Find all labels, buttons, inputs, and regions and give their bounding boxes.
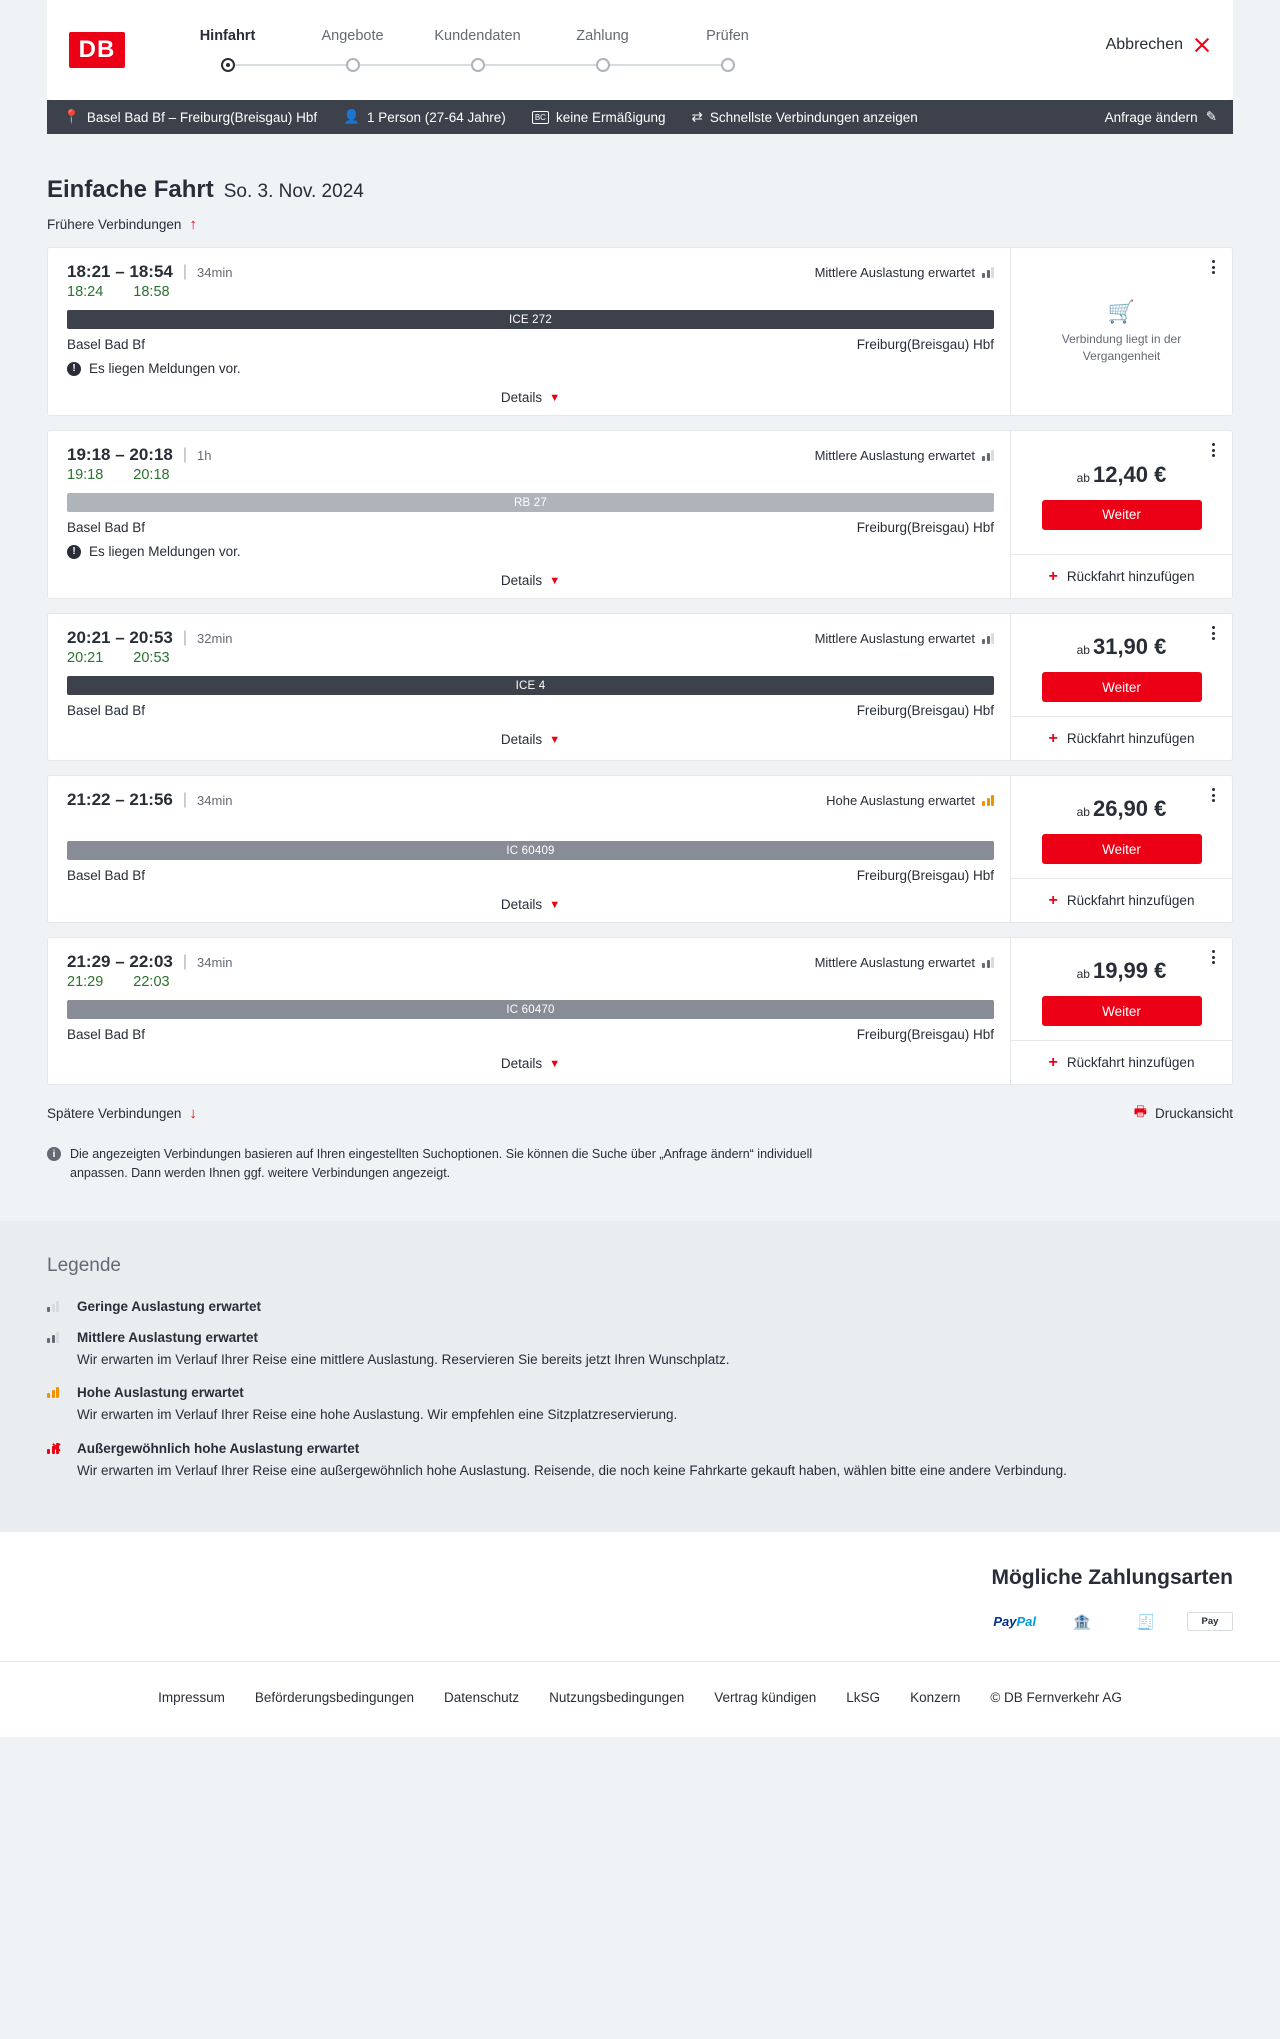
footer-link-nutzungsbedingungen[interactable]: Nutzungsbedingungen xyxy=(549,1690,685,1706)
legend-item xyxy=(47,1385,1233,1425)
price-amount: 26,90 € xyxy=(1092,796,1167,821)
more-options-button[interactable] xyxy=(1204,786,1222,804)
add-return-trip-button[interactable] xyxy=(1011,1040,1232,1084)
page-title-date: So. 3. Nov. 2024 xyxy=(223,181,364,202)
step-prüfen[interactable] xyxy=(665,28,790,72)
price-amount: 12,40 € xyxy=(1092,461,1167,487)
legend-item-head xyxy=(47,1441,1233,1456)
divider: | xyxy=(182,791,188,808)
disruption-message[interactable] xyxy=(67,361,994,376)
actual-departure: 18:24 xyxy=(67,284,104,300)
step-dot-wrap xyxy=(665,58,790,72)
plus-icon: + xyxy=(1048,567,1058,585)
legend-item-head xyxy=(47,1385,1233,1400)
legend-item-desc: Wir erwarten im Verlauf Ihrer Reise eine außergewöhnlich hohe Auslastung. Reisende, die noch keine Fahrkarte gekauft haben, wählen bitte eine andere Verbindung. xyxy=(77,1462,1067,1478)
details-label: Details xyxy=(500,390,543,405)
connection-summary-row xyxy=(67,445,994,465)
warning-icon: ! xyxy=(67,362,81,376)
connection-duration: 34min xyxy=(197,792,233,808)
paypal-icon: Pay Pal xyxy=(988,1612,1041,1631)
continue-button[interactable]: Weiter xyxy=(1042,500,1202,530)
add-return-trip-button[interactable] xyxy=(1011,554,1232,598)
occupancy-label: Hohe Auslastung erwartet xyxy=(826,792,975,808)
step-dot xyxy=(471,58,485,72)
chevron-down-icon: ▼ xyxy=(549,391,561,404)
footer-link-vertrag-k-ndigen[interactable]: Vertrag kündigen xyxy=(714,1690,817,1706)
footer-link-lksg[interactable]: LkSG xyxy=(846,1690,881,1706)
connection-card xyxy=(47,430,1233,599)
step-hinfahrt[interactable] xyxy=(165,28,290,72)
connection-duration: 32min xyxy=(197,630,233,646)
connection-time-range: 21:29 – 22:03 xyxy=(67,952,173,971)
connection-details xyxy=(48,431,1010,598)
details-button[interactable] xyxy=(67,897,994,912)
actual-arrival: 20:18 xyxy=(133,467,170,483)
connection-details xyxy=(48,938,1010,1084)
details-label: Details xyxy=(500,897,543,912)
step-label: Angebote xyxy=(321,28,384,44)
origin-station: Basel Bad Bf xyxy=(67,703,146,718)
direct-debit-icon: 🏦 xyxy=(1059,1612,1105,1631)
legend-item xyxy=(47,1299,1233,1314)
legend-title: Legende xyxy=(47,1254,121,1276)
origin-station: Basel Bad Bf xyxy=(67,1027,146,1042)
legend-item-head xyxy=(47,1299,1233,1314)
actual-departure: 19:18 xyxy=(67,467,104,483)
legend-item-desc: Wir erwarten im Verlauf Ihrer Reise eine mittlere Auslastung. Reservieren Sie bereits jetzt Ihren Wunschplatz. xyxy=(77,1351,730,1367)
origin-station: Basel Bad Bf xyxy=(67,868,146,883)
summary-route-label: Basel Bad Bf – Freiburg(Breisgau) Hbf xyxy=(86,109,318,125)
actual-departure: 21:29 xyxy=(67,974,104,990)
connection-details xyxy=(48,776,1010,922)
disruption-message-label: Es liegen Meldungen vor. xyxy=(89,361,241,376)
more-options-button[interactable] xyxy=(1204,258,1222,276)
occupancy-bars-icon xyxy=(47,1387,64,1398)
cart-crossed-icon: 🛒 xyxy=(1107,299,1136,325)
train-badge: ICE 4 xyxy=(67,676,994,695)
step-dot xyxy=(721,58,735,72)
legend-item-name: Mittlere Auslastung erwartet xyxy=(77,1329,259,1345)
details-button[interactable] xyxy=(67,573,994,588)
summary-passengers[interactable] xyxy=(343,109,506,125)
page-title xyxy=(47,134,1233,204)
divider: | xyxy=(182,263,188,280)
connection-summary-row xyxy=(67,790,994,810)
occupancy-indicator xyxy=(815,448,994,463)
divider: | xyxy=(182,629,188,646)
past-connection-label: Verbindung liegt in der Vergangenheit xyxy=(1061,332,1182,363)
destination-station: Freiburg(Breisgau) Hbf xyxy=(856,1027,994,1042)
connection-time-range: 20:21 – 20:53 xyxy=(67,628,173,647)
connection-stations xyxy=(67,520,994,535)
location-pin-icon: 📍 xyxy=(63,109,80,124)
details-button[interactable] xyxy=(67,732,994,747)
occupancy-label: Mittlere Auslastung erwartet xyxy=(814,630,975,646)
price-prefix: ab xyxy=(1076,805,1090,819)
warning-icon: ! xyxy=(67,545,81,559)
later-connections-button[interactable] xyxy=(47,1105,197,1122)
connection-actual-times xyxy=(67,650,994,666)
summary-fastest-label: Schnellste Verbindungen anzeigen xyxy=(709,109,918,125)
app-header xyxy=(47,0,1233,100)
actual-arrival: 22:03 xyxy=(133,974,170,990)
person-icon: 👤 xyxy=(343,109,360,124)
continue-button[interactable]: Weiter xyxy=(1042,834,1202,864)
info-icon: i xyxy=(47,1147,61,1161)
occupancy-label: Mittlere Auslastung erwartet xyxy=(814,954,975,970)
details-label: Details xyxy=(500,573,543,588)
more-options-button[interactable] xyxy=(1204,948,1222,966)
step-dot xyxy=(221,58,235,72)
payment-title: Mögliche Zahlungsarten xyxy=(991,1566,1233,1590)
legend-item-name: Geringe Auslastung erwartet xyxy=(77,1298,262,1314)
footer-link-impressum[interactable]: Impressum xyxy=(158,1690,225,1706)
edit-request-label: Anfrage ändern xyxy=(1104,109,1198,125)
details-button[interactable] xyxy=(67,390,994,405)
connection-time-range: 21:22 – 21:56 xyxy=(67,790,173,809)
main-content xyxy=(0,134,1280,1221)
occupancy-bars-icon xyxy=(47,1301,64,1312)
price-prefix: ab xyxy=(1076,967,1090,981)
chevron-down-icon: ▼ xyxy=(549,898,561,911)
occupancy-indicator xyxy=(815,955,994,970)
destination-station: Freiburg(Breisgau) Hbf xyxy=(856,868,994,883)
actual-arrival: 20:53 xyxy=(133,650,170,666)
footer-link-datenschutz[interactable]: Datenschutz xyxy=(444,1690,520,1706)
details-label: Details xyxy=(500,1056,543,1071)
continue-button[interactable]: Weiter xyxy=(1042,996,1202,1026)
search-hint xyxy=(47,1145,837,1183)
occupancy-indicator xyxy=(815,631,994,646)
train-badge: ICE 272 xyxy=(67,310,994,329)
arrow-down-icon: ↓ xyxy=(189,1104,197,1122)
apple-pay-icon: Pay xyxy=(1187,1612,1233,1631)
printer-icon: 🖶 xyxy=(1133,1103,1147,1119)
connection-card xyxy=(47,247,1233,416)
step-zahlung[interactable] xyxy=(540,28,665,72)
invoice-icon: 🧾 xyxy=(1123,1612,1169,1631)
connection-summary-row xyxy=(67,952,994,972)
occupancy-bars-icon xyxy=(47,1443,64,1454)
footer-link-list xyxy=(158,1690,960,1705)
add-return-trip-button[interactable] xyxy=(1011,878,1232,922)
connection-stations xyxy=(67,1027,994,1042)
db-logo: DB xyxy=(69,32,125,68)
connection-duration: 1h xyxy=(197,447,212,463)
plus-icon: + xyxy=(1048,1053,1058,1071)
connection-actual-times xyxy=(67,467,994,483)
connection-summary-row xyxy=(67,262,994,282)
print-view-label: Druckansicht xyxy=(1154,1105,1233,1121)
step-label: Zahlung xyxy=(576,28,629,44)
disruption-message[interactable] xyxy=(67,544,994,559)
legend-list xyxy=(47,1299,1233,1481)
legend-item xyxy=(47,1441,1233,1481)
occupancy-bars-icon xyxy=(982,957,994,968)
later-connections-label: Spätere Verbindungen xyxy=(47,1105,182,1121)
summary-discount[interactable] xyxy=(532,110,666,125)
occupancy-bars-icon xyxy=(982,267,994,278)
step-label: Hinfahrt xyxy=(199,28,256,44)
legend-item-head xyxy=(47,1330,1233,1345)
step-dot-wrap xyxy=(415,58,540,72)
footer-link-bef-rderungsbedingungen[interactable]: Beförderungsbedingungen xyxy=(254,1690,415,1706)
legend-item-name: Hohe Auslastung erwartet xyxy=(77,1385,244,1401)
connection-booking xyxy=(1010,776,1232,922)
step-dot xyxy=(596,58,610,72)
actual-departure: 20:21 xyxy=(67,650,104,666)
cancel-label: Abbrechen xyxy=(1105,36,1183,53)
legend-item-name: Außergewöhnlich hohe Auslastung erwartet xyxy=(77,1440,360,1456)
connection-stations xyxy=(67,703,994,718)
print-view-button[interactable] xyxy=(1134,1101,1233,1125)
step-dot xyxy=(346,58,360,72)
step-dot-wrap xyxy=(540,58,665,72)
add-return-trip-button[interactable] xyxy=(1011,716,1232,760)
connection-card xyxy=(47,775,1233,923)
occupancy-label: Mittlere Auslastung erwartet xyxy=(814,264,975,280)
origin-station: Basel Bad Bf xyxy=(67,337,146,352)
price-area xyxy=(1011,431,1232,554)
train-badge: IC 60470 xyxy=(67,1000,994,1019)
connection-booking xyxy=(1010,614,1232,760)
footer-copyright: © DB Fernverkehr AG xyxy=(990,1690,1122,1706)
price-area xyxy=(1011,938,1232,1040)
search-hint-text: Die angezeigten Verbindungen basieren auf Ihren eingestellten Suchoptionen. Sie können die Suche über „Anfrage ändern“ individuell anpassen. Dann werden Ihnen ggf. weitere Verbindungen angezeigt. xyxy=(70,1147,813,1180)
add-return-trip-label: Rückfahrt hinzufügen xyxy=(1066,1055,1195,1070)
destination-station: Freiburg(Breisgau) Hbf xyxy=(856,703,994,718)
page-title-main: Einfache Fahrt xyxy=(47,176,214,203)
more-options-button[interactable] xyxy=(1204,624,1222,642)
connection-duration: 34min xyxy=(197,954,233,970)
legend-item-desc: Wir erwarten im Verlauf Ihrer Reise eine hohe Auslastung. Wir empfehlen eine Sitzplatzreservierung. xyxy=(77,1407,678,1423)
details-button[interactable] xyxy=(67,1056,994,1071)
occupancy-bars-icon xyxy=(982,795,994,806)
details-label: Details xyxy=(500,732,543,747)
add-return-trip-label: Rückfahrt hinzufügen xyxy=(1066,731,1195,746)
price-prefix: ab xyxy=(1076,643,1090,657)
connection-booking xyxy=(1010,248,1232,415)
connection-summary-row xyxy=(67,628,994,648)
swap-arrows-icon: ⇄ xyxy=(691,109,703,124)
connection-details xyxy=(48,614,1010,760)
divider: | xyxy=(182,953,188,970)
origin-station: Basel Bad Bf xyxy=(67,520,146,535)
list-footer xyxy=(47,1101,1233,1125)
connection-stations xyxy=(67,868,994,883)
plus-icon: + xyxy=(1048,729,1058,747)
connection-time-range: 19:18 – 20:18 xyxy=(67,445,173,464)
earlier-connections-label: Frühere Verbindungen xyxy=(47,217,182,232)
payment-icon-list xyxy=(47,1612,1233,1631)
step-angebote[interactable] xyxy=(290,28,415,72)
checkout-stepper xyxy=(165,28,790,72)
arrow-up-icon: ↑ xyxy=(189,216,197,233)
more-options-button[interactable] xyxy=(1204,441,1222,459)
step-label: Kundendaten xyxy=(434,28,521,44)
add-return-trip-label: Rückfahrt hinzufügen xyxy=(1066,893,1195,908)
price-amount: 31,90 € xyxy=(1092,634,1167,659)
price-prefix: ab xyxy=(1076,470,1090,485)
price-area xyxy=(1011,776,1232,878)
connection-card xyxy=(47,937,1233,1085)
divider: | xyxy=(182,446,188,463)
summary-discount-label: keine Ermäßigung xyxy=(555,109,666,125)
continue-button[interactable]: Weiter xyxy=(1042,672,1202,702)
price-value xyxy=(1077,462,1167,488)
connection-card xyxy=(47,613,1233,761)
add-return-trip-label: Rückfahrt hinzufügen xyxy=(1066,569,1195,584)
price-value xyxy=(1077,958,1167,984)
summary-route[interactable] xyxy=(63,109,317,125)
train-badge: RB 27 xyxy=(67,493,994,512)
occupancy-label: Mittlere Auslastung erwartet xyxy=(814,447,975,463)
connection-list xyxy=(47,247,1233,1085)
destination-station: Freiburg(Breisgau) Hbf xyxy=(856,337,994,352)
close-icon[interactable] xyxy=(1193,36,1211,54)
connection-stations xyxy=(67,337,994,352)
connection-duration: 34min xyxy=(197,264,233,280)
earlier-connections-button[interactable] xyxy=(47,216,1233,233)
occupancy-indicator xyxy=(815,265,994,280)
connection-booking xyxy=(1010,431,1232,598)
occupancy-indicator xyxy=(826,793,994,808)
price-value xyxy=(1077,796,1167,822)
past-connection-notice xyxy=(1011,248,1232,415)
connection-details xyxy=(48,248,1010,415)
connection-booking xyxy=(1010,938,1232,1084)
payment-section xyxy=(0,1532,1280,1661)
occupancy-bars-icon xyxy=(982,450,994,461)
legend-section xyxy=(0,1221,1280,1533)
step-dot-wrap xyxy=(165,58,290,72)
summary-fastest[interactable] xyxy=(692,109,918,125)
chevron-down-icon: ▼ xyxy=(549,733,561,746)
step-label: Prüfen xyxy=(706,28,749,44)
bahncard-icon: BC xyxy=(532,111,549,124)
edit-request-button[interactable] xyxy=(1105,109,1217,125)
plus-icon: + xyxy=(1048,891,1058,909)
chevron-down-icon: ▼ xyxy=(549,1057,561,1070)
chevron-down-icon: ▼ xyxy=(549,574,561,587)
price-area xyxy=(1011,614,1232,716)
connection-actual-times xyxy=(67,284,994,300)
price-value xyxy=(1077,634,1167,660)
footer-link-konzern[interactable]: Konzern xyxy=(910,1690,961,1706)
site-footer xyxy=(0,1661,1280,1737)
cancel-button[interactable] xyxy=(1106,36,1211,54)
disruption-message-label: Es liegen Meldungen vor. xyxy=(89,544,241,559)
connection-actual-times xyxy=(67,812,994,831)
step-kundendaten[interactable] xyxy=(415,28,540,72)
connection-time-range: 18:21 – 18:54 xyxy=(67,262,173,281)
pencil-icon: ✎ xyxy=(1205,109,1217,124)
connection-actual-times xyxy=(67,974,994,990)
legend-item xyxy=(47,1330,1233,1370)
summary-passengers-label: 1 Person (27-64 Jahre) xyxy=(366,109,506,125)
occupancy-bars-icon xyxy=(982,633,994,644)
search-summary-bar xyxy=(47,100,1233,134)
actual-arrival: 18:58 xyxy=(133,284,170,300)
occupancy-bars-icon xyxy=(47,1332,64,1343)
price-amount: 19,99 € xyxy=(1092,958,1167,983)
destination-station: Freiburg(Breisgau) Hbf xyxy=(856,520,994,535)
train-badge: IC 60409 xyxy=(67,841,994,860)
step-dot-wrap xyxy=(290,58,415,72)
